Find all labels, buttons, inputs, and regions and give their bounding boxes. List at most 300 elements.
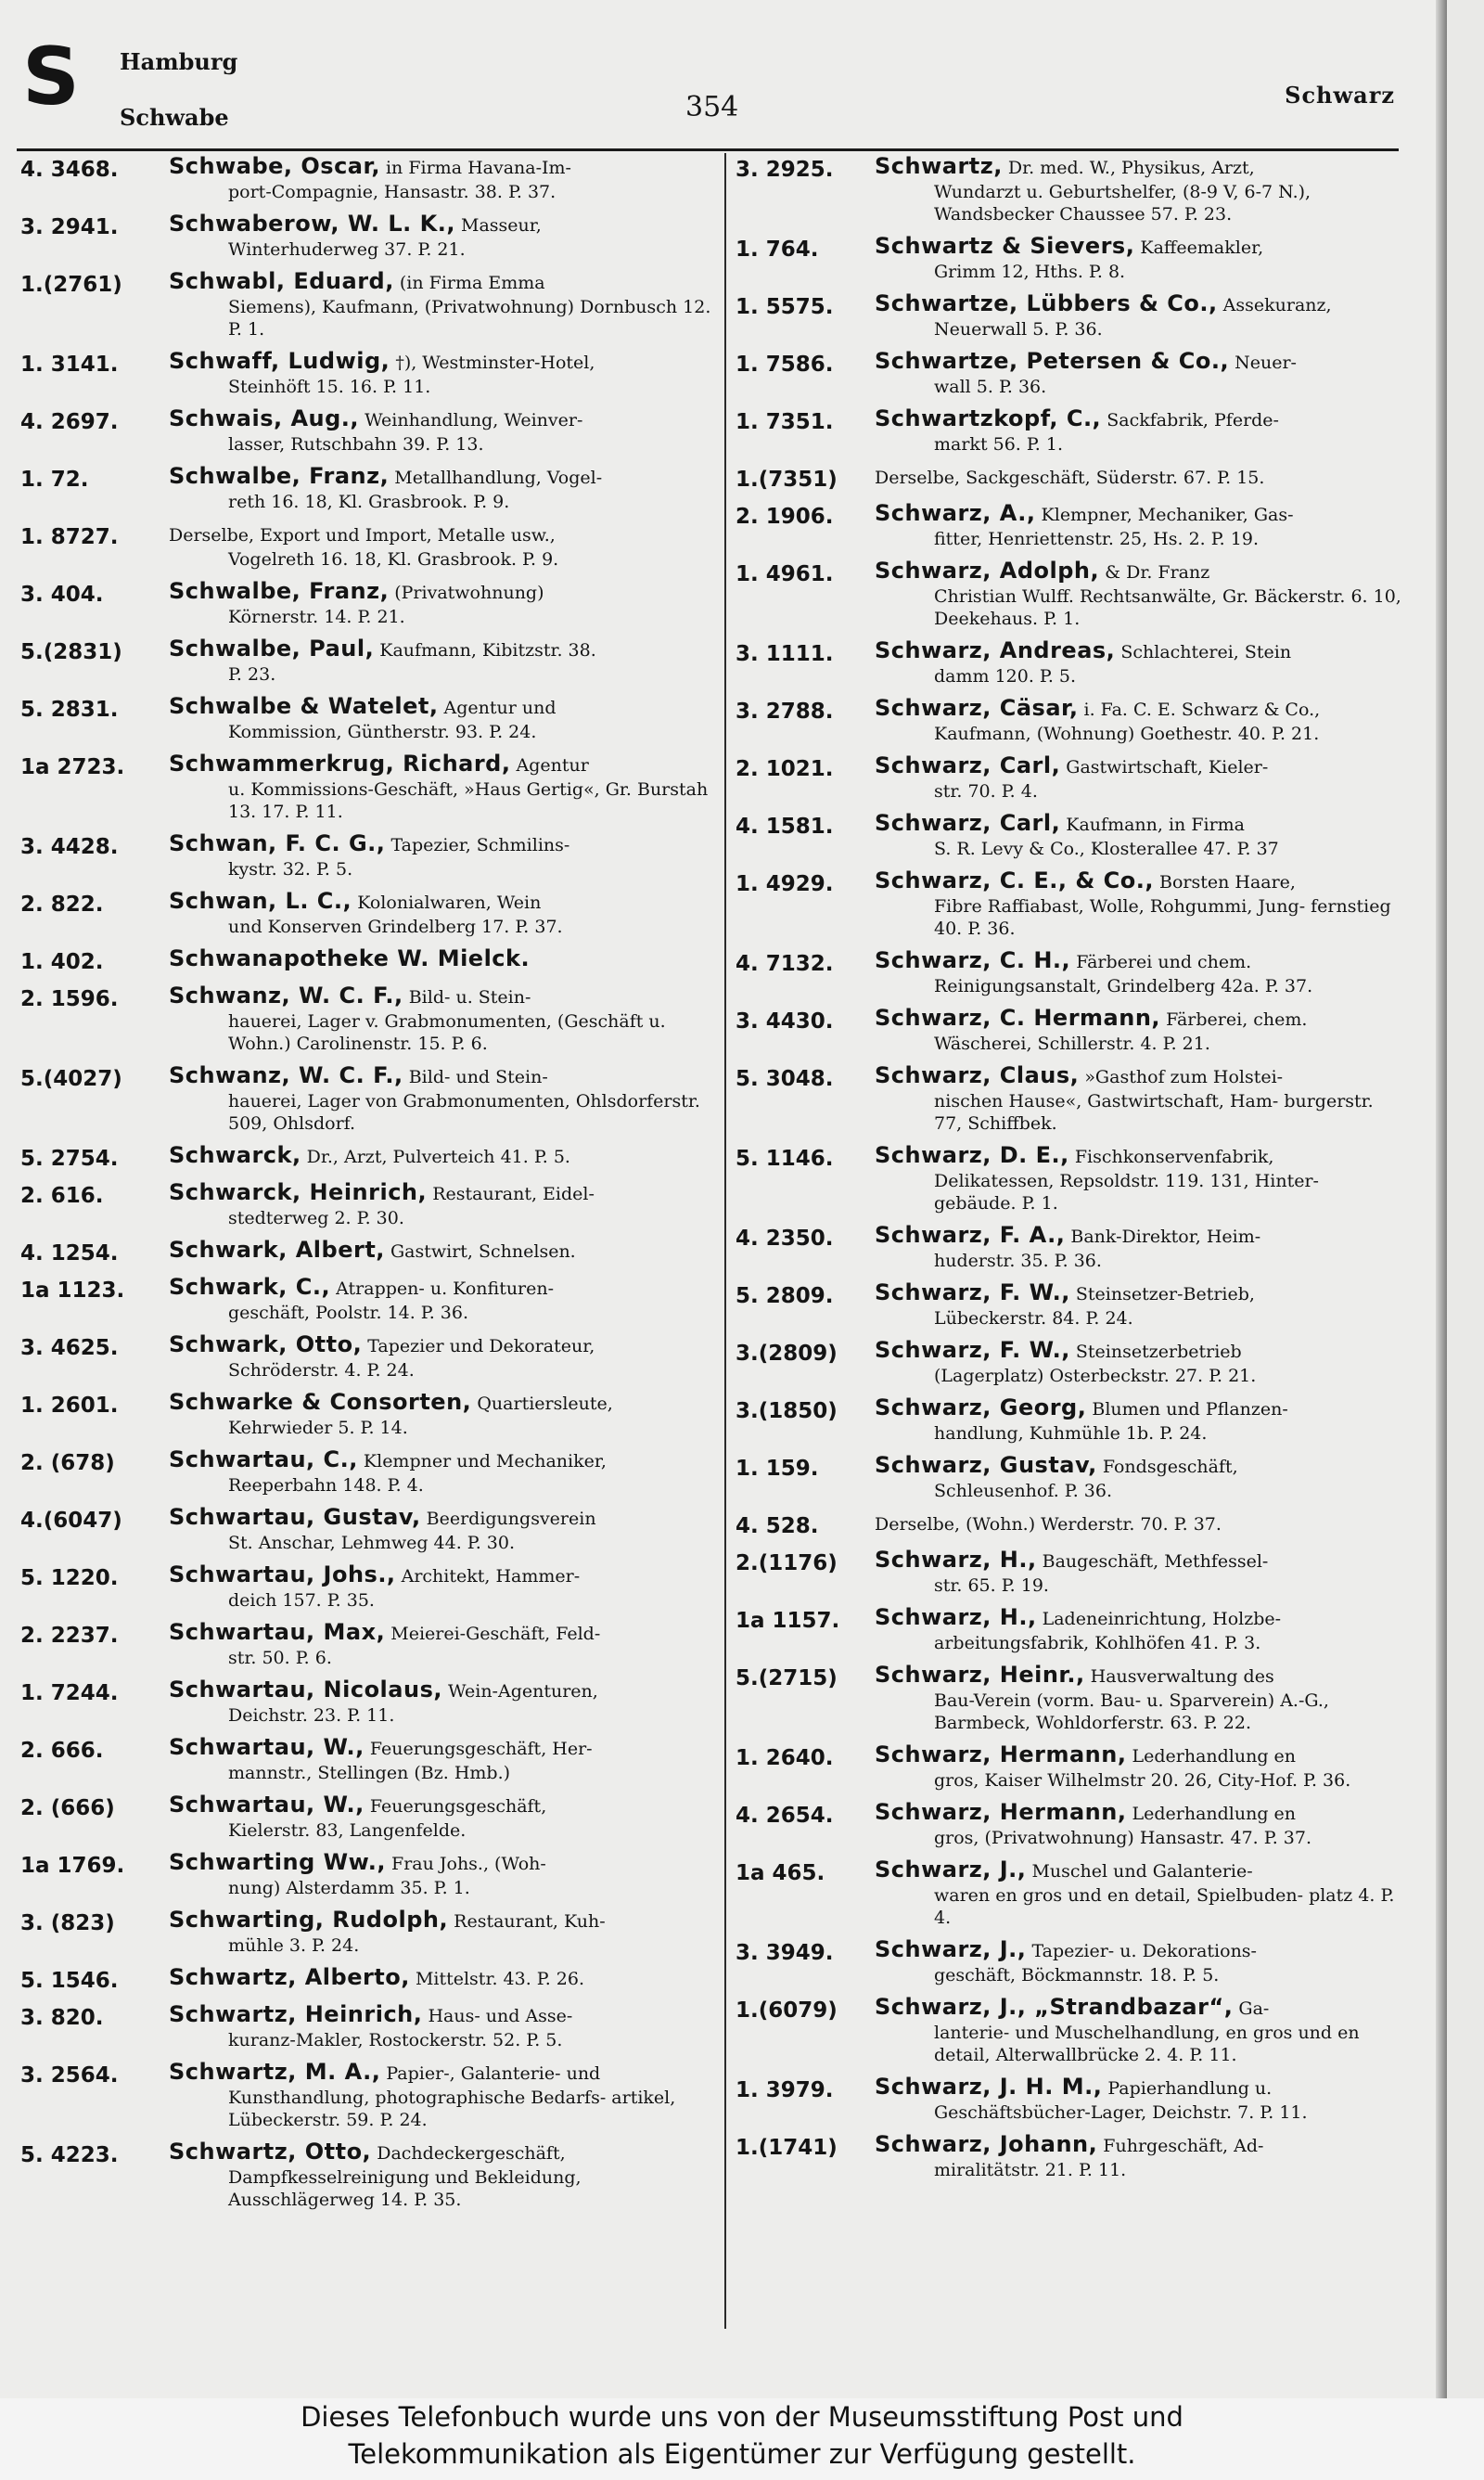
entry-text: [169, 520, 721, 571]
directory-entry: [736, 1604, 1405, 1654]
subscriber-name: Schwarz, Georg,: [875, 1394, 1087, 1420]
entry-first-line: [169, 463, 721, 491]
entry-continuation: Reinigungsanstalt, Grindelberg 42a. P. 37.: [934, 976, 1313, 996]
first-name-heading: Schwabe: [120, 104, 229, 131]
entry-details: & Dr. Franz: [1105, 562, 1210, 583]
directory-entry: [20, 520, 721, 571]
entry-first-line: [169, 268, 721, 296]
entry-continuation: gros, (Privatwohnung) Hansastr. 47. P. 37.: [934, 1828, 1311, 1848]
directory-entry: [20, 578, 721, 628]
directory-entry: [20, 1331, 721, 1381]
entry-continuation: nischen Hause«, Gastwirtschaft, Ham- burgerstr. 77, Schiffbek.: [934, 1091, 1374, 1134]
directory-entry: [20, 1734, 721, 1784]
phone-number: 1. 2601.: [20, 1394, 119, 1418]
entry-text: [169, 1179, 721, 1229]
directory-entry: [736, 1936, 1405, 1986]
directory-entry: [20, 463, 721, 513]
entry-text: [875, 1662, 1405, 1734]
directory-entry: [20, 268, 721, 341]
subscriber-name: Schwarz, Johann,: [875, 2131, 1098, 2157]
entry-text: [169, 636, 721, 686]
phone-number: 1a 1123.: [20, 1279, 125, 1303]
entry-details: Neuer-: [1235, 353, 1297, 373]
entry-first-line: [875, 290, 1405, 318]
entry-first-line: [169, 405, 721, 433]
phone-number: 1. 72.: [20, 468, 89, 492]
entry-first-line: [169, 1179, 721, 1207]
entry-text: [169, 1389, 721, 1439]
page-edge: [1436, 0, 1447, 2398]
directory-entry: [736, 1994, 1405, 2066]
entry-details: Weinhandlung, Weinver-: [365, 410, 583, 430]
entry-text: [875, 1222, 1405, 1272]
entry-first-line: [169, 1849, 721, 1877]
entry-details: Fuhrgeschäft, Ad-: [1103, 2136, 1264, 2156]
phone-number: 3. 4430.: [736, 1009, 834, 1034]
phone-number: 3. 820.: [20, 2006, 104, 2030]
entry-text: [875, 290, 1405, 341]
phone-number: 2. 616.: [20, 1184, 104, 1208]
subscriber-name: Schwalbe & Watelet,: [169, 693, 439, 719]
entry-text: [875, 1005, 1405, 1055]
entry-details: Färberei, chem.: [1166, 1009, 1308, 1030]
subscriber-name: Schwarz, C. E., & Co.,: [875, 867, 1154, 893]
directory-entry: [736, 233, 1405, 283]
entry-details: in Firma Havana-Im-: [385, 158, 571, 178]
entry-continuation: Christian Wulff. Rechtsanwälte, Gr. Bäckerstr. 6. 10, Deekehaus. P. 1.: [934, 586, 1401, 629]
entry-text: [169, 463, 721, 513]
directory-entry: [20, 945, 721, 975]
entry-first-line: [875, 867, 1405, 895]
entry-text: [875, 1741, 1405, 1792]
directory-entry: [20, 1561, 721, 1612]
directory-entry: [736, 810, 1405, 860]
entry-first-line: [875, 1279, 1405, 1307]
phone-number: 5. 2809.: [736, 1284, 834, 1308]
entry-text: [169, 1274, 721, 1324]
entry-details: Steinsetzerbetrieb: [1075, 1342, 1242, 1362]
entry-continuation: S. R. Levy & Co., Klosterallee 47. P. 37: [934, 839, 1279, 859]
entry-text: [169, 1504, 721, 1554]
directory-entry: [20, 211, 721, 261]
directory-entry: [20, 2139, 721, 2211]
phone-number: 1. 2640.: [736, 1746, 834, 1770]
entry-first-line: [875, 637, 1405, 665]
entry-details: Meierei-Geschäft, Feld-: [390, 1624, 601, 1644]
entry-text: [169, 211, 721, 261]
subscriber-name: Schwabe, Oscar,: [169, 153, 380, 179]
entry-continuation: Winterhuderweg 37. P. 21.: [228, 239, 466, 260]
subscriber-name: Schwarz, F. W.,: [875, 1337, 1070, 1363]
right-column: [736, 153, 1405, 2329]
phone-number: 4. 1581.: [736, 815, 834, 839]
entry-first-line: [875, 233, 1405, 261]
entry-details: †), Westminster-Hotel,: [395, 353, 595, 373]
phone-number: 1. 8727.: [20, 525, 119, 549]
phone-number: 5. 4223.: [20, 2143, 119, 2167]
directory-entry: [20, 1274, 721, 1324]
entry-continuation: mühle 3. P. 24.: [228, 1935, 360, 1956]
entry-text: [875, 2074, 1405, 2124]
subscriber-name: Schwarz, J.,: [875, 1857, 1027, 1882]
entry-details: Hausverwaltung des: [1090, 1666, 1274, 1687]
subscriber-name: Schwartz, M. A.,: [169, 2059, 381, 2085]
entry-continuation: (Lagerplatz) Osterbeckstr. 27. P. 21.: [934, 1366, 1257, 1386]
entry-continuation: Wäscherei, Schillerstr. 4. P. 21.: [934, 1034, 1210, 1054]
subscriber-name: Schwais, Aug.,: [169, 405, 360, 431]
entry-details: Feuerungsgeschäft, Her-: [369, 1739, 593, 1759]
subscriber-name: Schwarck,: [169, 1142, 301, 1168]
entry-first-line: [169, 1142, 721, 1170]
entry-first-line: [169, 1504, 721, 1532]
subscriber-name: Schwartau, C.,: [169, 1446, 358, 1472]
entry-first-line: [875, 2074, 1405, 2101]
subscriber-name: Schwartzkopf, C.,: [875, 405, 1102, 431]
subscriber-name: Schwarz, Hermann,: [875, 1741, 1127, 1767]
entry-continuation: waren en gros und en detail, Spielbuden- platz 4. P. 4.: [934, 1885, 1395, 1928]
subscriber-name: Schwartau, Gustav,: [169, 1504, 421, 1530]
entry-text: [875, 695, 1405, 745]
entry-continuation: St. Anschar, Lehmweg 44. P. 30.: [228, 1533, 516, 1553]
entry-first-line: [875, 947, 1405, 975]
entry-text: [169, 888, 721, 938]
entry-first-line: [169, 1331, 721, 1359]
entry-first-line: [169, 1964, 721, 1992]
subscriber-name: Schwarz, C. H.,: [875, 947, 1071, 973]
entry-text: [875, 1279, 1405, 1330]
header-divider: [17, 148, 1399, 151]
directory-entry: [736, 500, 1405, 550]
last-name-heading: Schwarz: [1285, 82, 1395, 109]
entry-first-line: [875, 500, 1405, 528]
phone-number: 2. 822.: [20, 893, 104, 917]
entry-continuation: fitter, Henriettenstr. 25, Hs. 2. P. 19.: [934, 529, 1259, 549]
entry-text: [875, 1394, 1405, 1445]
entry-first-line: [875, 1604, 1405, 1632]
entry-details: Sackfabrik, Pferde-: [1107, 410, 1279, 430]
entry-continuation: P. 23.: [228, 664, 276, 685]
directory-entry: [20, 2001, 721, 2051]
subscriber-name: Schwanapotheke W. Mielck.: [169, 945, 531, 971]
entry-details: Kaffeemakler,: [1140, 238, 1264, 258]
entry-continuation: lanterie- und Muschelhandlung, en gros und en detail, Alterwallbrücke 2. 4. P. 11.: [934, 2023, 1360, 2065]
directory-entry: [736, 1222, 1405, 1272]
entry-text: [169, 1561, 721, 1612]
subscriber-name: Schwarz, Andreas,: [875, 637, 1116, 663]
entry-continuation: miralitätstr. 21. P. 11.: [934, 2160, 1127, 2180]
subscriber-name: Schwarz, J.,: [875, 1936, 1027, 1962]
entry-first-line: [875, 2131, 1405, 2159]
phone-number: 3.(2809): [736, 1342, 838, 1366]
entry-continuation: Reeperbahn 148. P. 4.: [228, 1475, 424, 1496]
entry-continuation: hauerei, Lager v. Grabmonumenten, (Geschäft u. Wohn.) Carolinenstr. 15. P. 6.: [228, 1011, 666, 1054]
entry-first-line: [169, 1389, 721, 1417]
entry-details: Wein-Agenturen,: [448, 1681, 598, 1702]
directory-entry: [736, 463, 1405, 493]
entry-text: [875, 233, 1405, 283]
directory-entry: [20, 153, 721, 203]
subscriber-name: Schwalbe, Franz,: [169, 463, 390, 489]
subscriber-name: Schwarz, J. H. M.,: [875, 2074, 1103, 2100]
directory-entry: [20, 1677, 721, 1727]
entry-details: Färberei und chem.: [1076, 952, 1252, 972]
entry-first-line: [169, 520, 721, 548]
subscriber-name: Schwartau, Johs.,: [169, 1561, 396, 1587]
entry-first-line: [169, 2059, 721, 2087]
subscriber-name: Schwartau, Max,: [169, 1619, 386, 1645]
entry-text: [875, 1936, 1405, 1986]
entry-details: Muschel und Galanterie-: [1031, 1861, 1253, 1882]
entry-continuation: Grimm 12, Hths. P. 8.: [934, 262, 1126, 282]
page-header: [22, 31, 1414, 139]
entry-details: Dr. med. W., Physikus, Arzt,: [1007, 158, 1255, 178]
entry-text: [169, 830, 721, 880]
phone-number: 2. 1596.: [20, 987, 119, 1011]
subscriber-name: Schwarting, Rudolph,: [169, 1907, 449, 1933]
entry-text: [169, 693, 721, 743]
entry-continuation: Kaufmann, (Wohnung) Goethestr. 40. P. 21.: [934, 724, 1320, 744]
phone-number: 4. 3468.: [20, 158, 119, 182]
directory-entry: [20, 1237, 721, 1266]
entry-first-line: [875, 1547, 1405, 1574]
entry-text: [875, 1994, 1405, 2066]
entry-continuation: kystr. 32. P. 5.: [228, 859, 353, 880]
phone-number: 4. 2350.: [736, 1227, 834, 1251]
subscriber-name: Schwarz, Carl,: [875, 810, 1061, 836]
entry-details: Masseur,: [461, 215, 542, 236]
entry-text: [875, 810, 1405, 860]
directory-entry: [736, 1337, 1405, 1387]
directory-entry: [736, 1394, 1405, 1445]
phone-number: 1. 4929.: [736, 872, 834, 896]
entry-first-line: [169, 348, 721, 376]
entry-details: Dr., Arzt, Pulverteich 41. P. 5.: [306, 1147, 570, 1167]
subscriber-name: Schwarz, C. Hermann,: [875, 1005, 1161, 1031]
entry-details: Agentur: [516, 755, 589, 776]
phone-number: 1. 5575.: [736, 295, 834, 319]
entry-first-line: [169, 1446, 721, 1474]
phone-number: 1. 7351.: [736, 410, 834, 434]
entry-text: [875, 947, 1405, 997]
entry-first-line: [169, 578, 721, 606]
subscriber-name: Schwarz, F. W.,: [875, 1279, 1070, 1305]
phone-number: 1a 1769.: [20, 1854, 125, 1878]
entry-details: Schlachterei, Stein: [1120, 642, 1292, 662]
left-column: [20, 153, 721, 2329]
entry-text: [875, 1062, 1405, 1135]
phone-number: 4. 2654.: [736, 1804, 834, 1828]
entry-details: Dachdeckergeschäft,: [377, 2143, 566, 2164]
entry-details: Frau Johs., (Woh-: [391, 1854, 546, 1874]
entry-continuation: kuranz-Makler, Rostockerstr. 52. P. 5.: [228, 2030, 563, 2050]
entry-details: Lederhandlung en: [1132, 1746, 1297, 1767]
entry-text: [875, 867, 1405, 940]
phone-number: 4. 1254.: [20, 1241, 119, 1266]
phone-number: 1.(7351): [736, 468, 838, 492]
entry-details: Feuerungsgeschäft,: [369, 1796, 547, 1817]
directory-entry: [736, 1510, 1405, 1539]
subscriber-name: Schwarz, F. A.,: [875, 1222, 1066, 1248]
entry-first-line: [169, 1792, 721, 1819]
phone-number: 3.(1850): [736, 1399, 838, 1423]
subscriber-name: Schwarz, Claus,: [875, 1062, 1080, 1088]
entry-details: Gastwirt, Schnelsen.: [390, 1241, 576, 1262]
phone-number: 1. 764.: [736, 238, 819, 262]
directory-entry: [736, 695, 1405, 745]
subscriber-name: Schwarting Ww.,: [169, 1849, 386, 1875]
directory-entry: [20, 1619, 721, 1669]
entry-continuation: Neuerwall 5. P. 36.: [934, 319, 1103, 340]
phone-number: 4. 528.: [736, 1514, 819, 1538]
entry-continuation: geschäft, Poolstr. 14. P. 36.: [228, 1303, 469, 1323]
entry-first-line: [875, 1799, 1405, 1827]
entry-first-line: [875, 1062, 1405, 1090]
entry-text: [169, 1792, 721, 1842]
subscriber-name: Schwalbe, Paul,: [169, 636, 375, 662]
entry-details: Blumen und Pflanzen-: [1092, 1399, 1288, 1420]
entry-first-line: [169, 830, 721, 858]
entry-continuation: arbeitungsfabrik, Kohlhöfen 41. P. 3.: [934, 1633, 1261, 1653]
phone-number: 4. 2697.: [20, 410, 119, 434]
directory-entry: [736, 558, 1405, 630]
subscriber-name: Schwark, Otto,: [169, 1331, 363, 1357]
entry-details: (in Firma Emma: [399, 273, 545, 293]
directory-entry: [20, 1179, 721, 1229]
entry-continuation: Wundarzt u. Geburtshelfer, (8-9 V, 6-7 N.), Wandsbecker Chaussee 57. P. 23.: [934, 182, 1311, 225]
subscriber-name: Schwartz,: [875, 153, 1003, 179]
entry-first-line: [875, 1936, 1405, 1964]
directory-entry: [736, 1662, 1405, 1734]
entry-text: [169, 1964, 721, 1992]
entry-first-line: [875, 558, 1405, 585]
subscriber-name: Schwartze, Lübbers & Co.,: [875, 290, 1218, 316]
phone-number: 2. 1021.: [736, 757, 834, 781]
entry-text: [875, 1604, 1405, 1654]
subscriber-name: Schwammerkrug, Richard,: [169, 751, 511, 777]
entry-continuation: str. 65. P. 19.: [934, 1575, 1049, 1596]
entry-details: Derselbe, (Wohn.) Werderstr. 70. P. 37.: [875, 1514, 1222, 1535]
entry-first-line: [875, 1662, 1405, 1690]
phone-number: 5. 2754.: [20, 1147, 119, 1171]
entry-details: Fondsgeschäft,: [1102, 1457, 1238, 1477]
directory-entry: [20, 1907, 721, 1957]
subscriber-name: Schwanz, W. C. F.,: [169, 983, 403, 1009]
entry-continuation: Schröderstr. 4. P. 24.: [228, 1360, 415, 1381]
entry-text: [169, 1677, 721, 1727]
entry-first-line: [169, 888, 721, 916]
entry-text: [875, 153, 1405, 225]
directory-entry: [20, 1062, 721, 1135]
phone-number: 5. 1146.: [736, 1147, 834, 1171]
entry-first-line: [169, 2001, 721, 2029]
phone-number: 3. 2925.: [736, 158, 834, 182]
entry-continuation: wall 5. P. 36.: [934, 377, 1047, 397]
entry-continuation: str. 50. P. 6.: [228, 1648, 332, 1668]
entry-continuation: str. 70. P. 4.: [934, 781, 1038, 802]
subscriber-name: Schwartau, W.,: [169, 1792, 365, 1818]
phone-number: 5.(2715): [736, 1666, 838, 1690]
entry-continuation: hauerei, Lager von Grabmonumenten, Ohlsdorferstr. 509, Ohlsdorf.: [228, 1091, 700, 1134]
entry-first-line: [875, 463, 1405, 491]
entry-first-line: [169, 1619, 721, 1647]
phone-number: 3. 2788.: [736, 700, 834, 724]
entry-continuation: Dampfkesselreinigung und Bekleidung, Ausschlägerweg 14. P. 35.: [228, 2167, 582, 2210]
entry-text: [875, 752, 1405, 803]
directory-entry: [20, 1849, 721, 1899]
phone-number: 1. 4961.: [736, 562, 834, 586]
phone-number: 1. 7586.: [736, 353, 834, 377]
entry-continuation: Deichstr. 23. P. 11.: [228, 1705, 395, 1726]
subscriber-name: Schwarz, Heinr.,: [875, 1662, 1085, 1688]
entry-continuation: Kielerstr. 83, Langenfelde.: [228, 1820, 467, 1841]
subscriber-name: Schwalbe, Franz,: [169, 578, 390, 604]
entry-first-line: [169, 1677, 721, 1704]
directory-entry: [736, 1452, 1405, 1502]
entry-details: Papierhandlung u.: [1107, 2078, 1273, 2099]
phone-number: 3. 3949.: [736, 1941, 834, 1965]
entry-first-line: [169, 983, 721, 1010]
subscriber-name: Schwarz, J., „Strandbazar“,: [875, 1994, 1234, 2020]
entry-first-line: [875, 1222, 1405, 1250]
entry-continuation: nung) Alsterdamm 35. P. 1.: [228, 1878, 470, 1898]
entry-first-line: [875, 1142, 1405, 1170]
entry-continuation: Siemens), Kaufmann, (Privatwohnung) Dornbusch 12. P. 1.: [228, 297, 711, 340]
phone-number: 4. 7132.: [736, 952, 834, 976]
phone-number: 1.(6079): [736, 1998, 838, 2023]
entry-details: Architekt, Hammer-: [401, 1566, 581, 1587]
entry-continuation: deich 157. P. 35.: [228, 1590, 375, 1611]
subscriber-name: Schwarz, H.,: [875, 1604, 1037, 1630]
directory-entry: [736, 405, 1405, 456]
subscriber-name: Schwartau, Nicolaus,: [169, 1677, 442, 1703]
entry-continuation: und Konserven Grindelberg 17. P. 37.: [228, 917, 563, 937]
entry-continuation: Kehrwieder 5. P. 14.: [228, 1418, 408, 1438]
entry-text: [875, 1547, 1405, 1597]
phone-number: 1a 2723.: [20, 755, 125, 779]
directory-entry: [20, 1142, 721, 1172]
entry-text: [169, 751, 721, 823]
entry-details: Bank-Direktor, Heim-: [1070, 1227, 1261, 1247]
phone-number: 2. 1906.: [736, 505, 834, 529]
phone-number: 1. 402.: [20, 950, 104, 974]
subscriber-name: Schwarz, Gustav,: [875, 1452, 1097, 1478]
entry-details: Derselbe, Sackgeschäft, Süderstr. 67. P. 15.: [875, 468, 1265, 488]
entry-details: Papier-, Galanterie- und: [386, 2063, 601, 2084]
subscriber-name: Schwartz & Sievers,: [875, 233, 1135, 259]
entry-details: Kaufmann, Kibitzstr. 38.: [379, 640, 596, 661]
entry-first-line: [169, 1561, 721, 1589]
entry-text: [875, 348, 1405, 398]
entry-continuation: huderstr. 35. P. 36.: [934, 1251, 1102, 1271]
phone-number: 1.(1741): [736, 2136, 838, 2160]
entry-details: Ladeneinrichtung, Holzbe-: [1042, 1609, 1282, 1629]
entry-continuation: Fibre Raffiabast, Wolle, Rohgummi, Jung- fernstieg 40. P. 36.: [934, 896, 1391, 939]
entry-details: Restaurant, Kuh-: [454, 1911, 606, 1932]
entry-text: [875, 2131, 1405, 2181]
subscriber-name: Schwan, F. C. G.,: [169, 830, 386, 856]
entry-details: Ga-: [1238, 1998, 1270, 2019]
entry-details: Quartiersleute,: [477, 1394, 613, 1414]
footer-notice: [0, 2398, 1484, 2480]
subscriber-name: Schwartze, Petersen & Co.,: [875, 348, 1230, 374]
entry-text: [169, 1849, 721, 1899]
entry-continuation: Delikatessen, Repsoldstr. 119. 131, Hinter- gebäude. P. 1.: [934, 1171, 1319, 1214]
entry-details: Derselbe, Export und Import, Metalle usw.,: [169, 525, 556, 546]
phone-number: 2.(1176): [736, 1551, 838, 1575]
entry-first-line: [875, 1452, 1405, 1480]
directory-entry: [20, 405, 721, 456]
phone-number: 5. 1546.: [20, 1969, 119, 1993]
